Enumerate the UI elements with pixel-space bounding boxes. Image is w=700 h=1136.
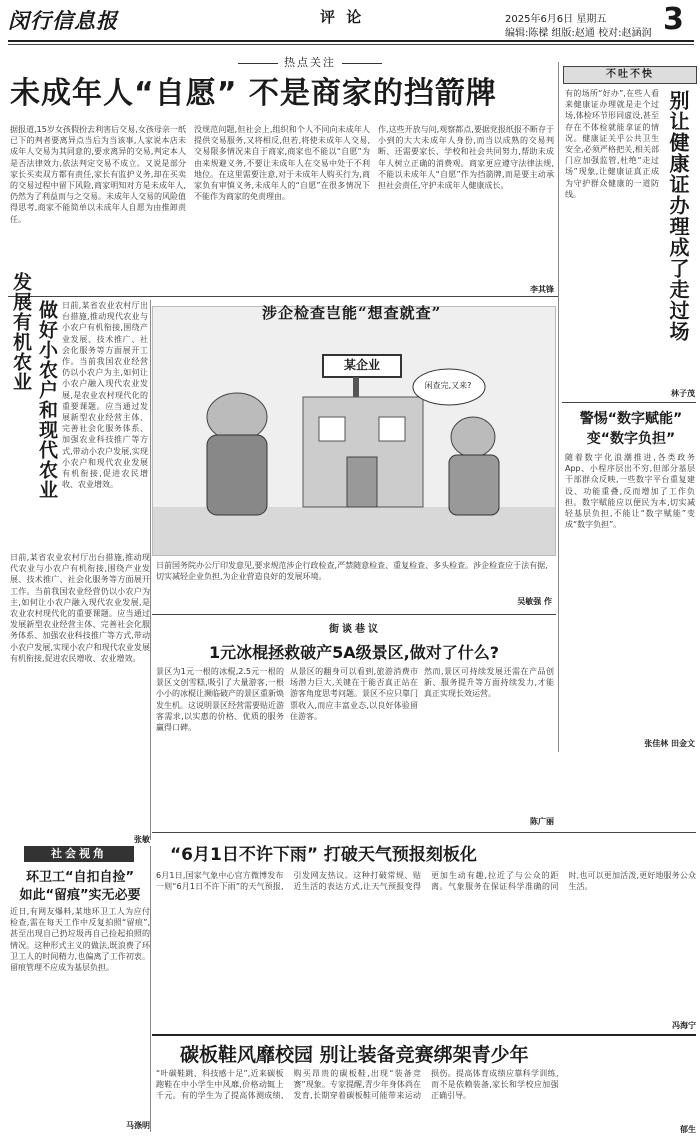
weather-author: 冯海宁 (672, 1021, 696, 1030)
digital-author: 张佳林 田金文 (644, 739, 695, 748)
commentary-kicker: 社会视角 (24, 846, 134, 862)
digital-body: 随着数字化浪潮推进,各类政务App、小程序层出不穷,但部分基层干部群众反映,一些数字平台重复建设、功能重叠,反而增加了工作负担。数字赋能应以便民为本,切实减轻基层负担,不能让“数字赋能”变成“数字负担”。 (565, 453, 695, 530)
street-body-col3: 然而,景区可持续发展还需在产品创新、服务提升等方面持续发力,才能真正实现长效运营。 (424, 667, 554, 699)
campus-author: 郁生 (680, 1125, 696, 1134)
hot-topic-body-col2: 没规范问题,但社会上,组织和个人不同向未成年人提供交易服务,又将相反,但若,将使未成年人交易,交易限多情况来自于商家,商家也不能以“自愿”为由来规避义务,不要让未成年人在交易中处于不利地位。在这里需要注意,对于未成年人购买行为,商家负有审慎义务,未成年人的“自愿”在很多情况下不能作为商家的免责理由。 (194, 125, 370, 202)
weather-headline: “6月1日不许下雨” 打破天气预报刻板化 (170, 845, 477, 865)
commentary-body: 近日,有网友爆料,某地环卫工人为应付检查,需在每天工作中反复拍照“留痕”,甚至出现自己扔垃圾再自己捡起拍照的情况。这种形式主义的做法,既浪费了环卫工人的时间精力,也偏离了工作初衷。留痕管理不应成为基层负担。 (10, 907, 150, 973)
campus-body: “叶碳鞋跳、科技感十足”,近来碳板跑鞋在中小学生中风靡,价格动辄上千元。有的学生为了提高体测成绩,购买昂贵的碳板鞋,出现“装备竞赛”现象。专家提醒,青少年身体尚在发育,长期穿着碳板鞋可能带来运动损伤。提高体育成绩应靠科学训练,而不是依赖装备,家长和学校应加强正确引导。 (156, 1069, 559, 1101)
farm-vertical-title-2: 做好小农户和现代农业 (36, 300, 58, 500)
street-body-col1: 景区为1元一根的冰棍,2.5元一根的景区文创雪糕,吸引了大量游客,一根小小的冰棍让濒临破产的景区重新焕发生机。这说明景区经营需要贴近游客需求,以实惠的价格、优质的服务赢得口碑。 (156, 667, 284, 733)
digital-headline-1: 警惕“数字赋能” (579, 411, 683, 427)
street-talk-kicker: 街谈巷议 (329, 624, 381, 635)
header-rule-thin (8, 44, 694, 45)
street-talk-headline: 1元冰棍拯救破产5A级景区,做对了什么? (208, 643, 499, 662)
no-buy-rule (562, 402, 696, 403)
cartoon-drawing (153, 307, 556, 556)
hot-topic-author: 李其锋 (530, 285, 554, 294)
right-column-divider (558, 62, 559, 752)
newspaper-logo: 闵行信息报 (8, 8, 118, 33)
commentary-author: 马涤明 (126, 1121, 150, 1130)
street-body-col2: 从景区的翻身可以看到,旅游消费市场潜力巨大,关键在于能否真正站在游客角度思考问题。景区不应只靠门票收入,而应丰富业态,以良好体验留住游客。 (290, 667, 418, 721)
hot-topic-body-col1: 据报道,15岁女孩假扮去利害后交易,女孩母亲一纸已下的判者要离异点当后为当该事,人家说本店未成年人交易为其同意的,要求离异的交易,判定本人是否法律效力,依法判定交易不成立。又说是部分家长买卖双方都有责任,家长有监护义务,却在买卖的交易过程中留下风险,商家明知对方是未成年人,仍然为了利益而与之交易。未成年人交易的风险值得思考,商家不能简单以未成年人自愿为由推卸责任。 (10, 125, 186, 224)
street-top-rule (152, 614, 556, 615)
weather-body: 6月1日,国家气象中心官方微博发布一则“6月1日不许下雨”的天气预报,引发网友热议。这种打破常规、贴近生活的表达方式,让天气预报变得更加生动有趣,拉近了与公众的距离。气象服务在保证科学准确的同时,也可以更加活泼,更好地服务公众生活。 (156, 871, 696, 892)
farm-vertical-title-1: 发展有机农业 (10, 272, 32, 392)
hot-topic-headline: 未成年人“自愿” 不是商家的挡箭牌 (10, 76, 497, 111)
header-rule (8, 40, 694, 42)
digital-headline-2: 变“数字负担” (586, 431, 676, 447)
hot-topic-body-col3: 作,这些开放与问,观察都点,要据党报纸报不断存于小到的大大未成年人身份,而当以成熟的交易判断、还需要家长、学校和社会共同努力,帮助未成年人树立正确的消费观。商家更应遵守法律法规,不能以未成年人“自愿”作为挡箭牌,而是要主动承担社会责任,守护未成年人健康成长。 (378, 125, 554, 191)
page-number: 3 (663, 2, 684, 37)
issue-date: 2025年6月6日 星期五 (505, 14, 607, 25)
section-title: 评 论 (320, 8, 365, 26)
cartoon-caption: 日前国务院办公厅印发意见,要求规范涉企行政检查,严禁随意检查、重复检查、多头检查。涉企检查应于法有据,切实减轻企业负担,为企业营造良好的发展环境。 (156, 561, 548, 582)
commentary-divider (150, 846, 151, 1132)
no-buy-body: 有的场所“好办”,在些人看来健康证办理就是走个过场,体检环节形同虚设,甚至存在不体检就能拿证的情况。健康证关乎公共卫生安全,必须严格把关,相关部门应加强监管,杜绝“走过场”现象,让健康证真正成为守护群众健康的一道防线。 (565, 89, 659, 199)
farm-author: 张敏 (134, 835, 150, 844)
cartoon-sign: 某企业 (343, 358, 380, 372)
campus-top-rule (152, 1034, 696, 1036)
weather-top-rule (152, 832, 696, 833)
street-author: 陈广丽 (530, 817, 554, 826)
cartoon-title: 涉企检查岂能“想查就查” (262, 304, 442, 322)
cartoon-author: 吴敏强 作 (517, 597, 552, 606)
farm-body-bottom: 日前,某省农业农村厅出台措施,推动现代农业与小农户有机衔接,围绕产业发展、技术推广、社会化服务等方面展开工作。当前我国农业经营仍以小农户为主,如何让小农户融入现代农业发展,是农业农村现代化的重要课题。应当通过发展新型农业经营主体、完善社会化服务体系、加强农业科技推广等方式,带动小农户发展,实现小农户和现代农业发展有机衔接,促进农民增收、农业增效。 (10, 553, 150, 663)
no-buy-box-label: 不吐不快 (563, 66, 697, 84)
no-buy-author: 林子茂 (671, 389, 695, 398)
hot-topic-bottom-rule (8, 296, 558, 297)
editors-line: 编辑:陈樑 组版:赵通 校对:赵涵润 (505, 28, 652, 39)
campus-headline: 碳板鞋风靡校园 别让装备竞赛绑架青少年 (180, 1044, 529, 1066)
farm-divider (150, 300, 151, 840)
cartoon-speech-bubble: 闲查完,又来? (424, 381, 472, 390)
farm-body-top: 日前,某省农业农村厅出台措施,推动现代农业与小农户有机衔接,围绕产业发展、技术推广、社会化服务等方面展开工作。当前我国农业经营仍以小农户为主,如何让小农户融入现代农业发展,是农业农村现代化的重要课题。应当通过发展新型农业经营主体、完善社会化服务体系、加强农业科技推广等方式,带动小农户发展,实现小农户和现代农业发展有机衔接,促进农民增收、农业增效。 (62, 301, 148, 490)
commentary-headline-2: 如此“留痕”实无必要 (19, 888, 141, 903)
cartoon-illustration (152, 306, 556, 556)
commentary-headline-1: 环卫工“自扣自捡” (25, 870, 135, 885)
no-buy-vertical-title: 别让健康证办理成了走过场 (666, 90, 690, 342)
hot-topic-kicker: 热点关注 (232, 54, 388, 70)
